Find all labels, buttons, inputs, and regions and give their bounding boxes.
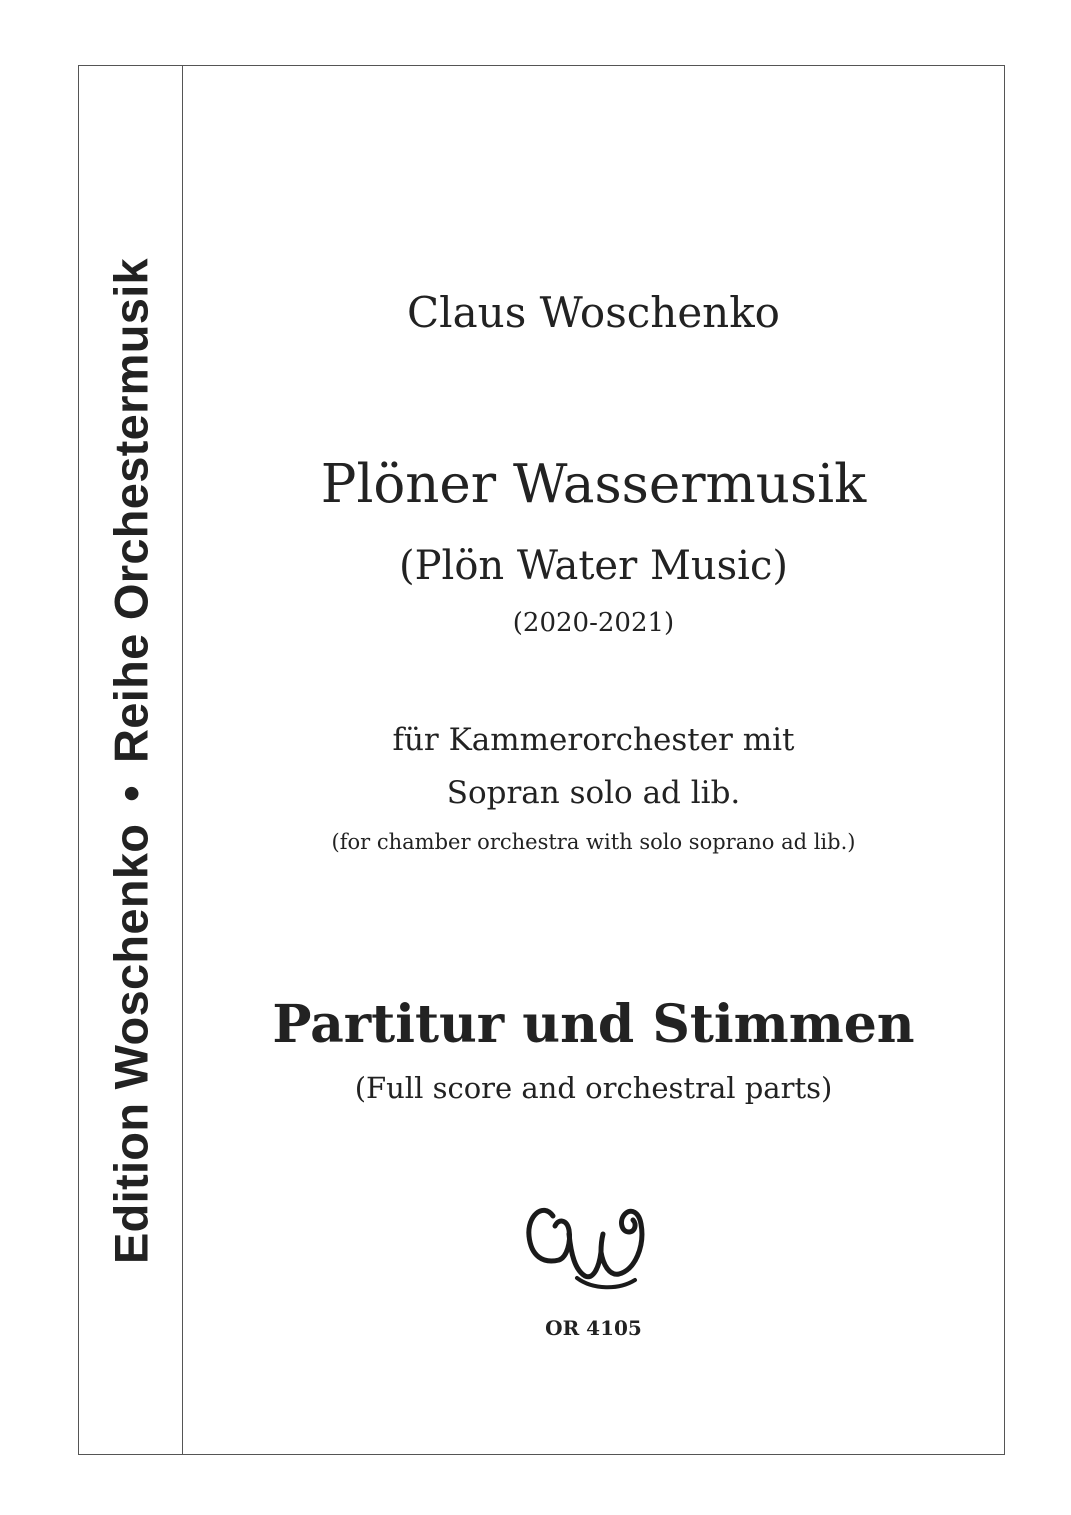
instrumentation-line-1: für Kammerorchester mit bbox=[392, 722, 795, 758]
spine-panel bbox=[79, 66, 183, 1454]
spine-edition: Edition Woschenko bbox=[104, 823, 158, 1265]
spine-separator: • bbox=[104, 784, 158, 802]
work-subtitle: (Plön Water Music) bbox=[399, 543, 788, 589]
cover-frame bbox=[78, 65, 1005, 1455]
catalog-number: OR 4105 bbox=[545, 1316, 642, 1340]
instrumentation-line-2: Sopran solo ad lib. bbox=[446, 775, 741, 811]
spine-title bbox=[104, 258, 159, 1264]
work-title: Plöner Wassermusik bbox=[320, 454, 867, 515]
cover-content bbox=[183, 66, 1004, 1454]
work-years: (2020-2021) bbox=[512, 608, 675, 638]
cw-monogram-logo-icon bbox=[523, 1194, 663, 1294]
spine-series: Reihe Orchestermusik bbox=[104, 257, 158, 763]
composer-name: Claus Woschenko bbox=[407, 288, 780, 337]
instrumentation-english: (for chamber orchestra with solo soprano ad lib.) bbox=[331, 830, 856, 854]
edition-type: Partitur und Stimmen bbox=[272, 994, 915, 1055]
edition-type-english: (Full score and orchestral parts) bbox=[354, 1071, 833, 1105]
